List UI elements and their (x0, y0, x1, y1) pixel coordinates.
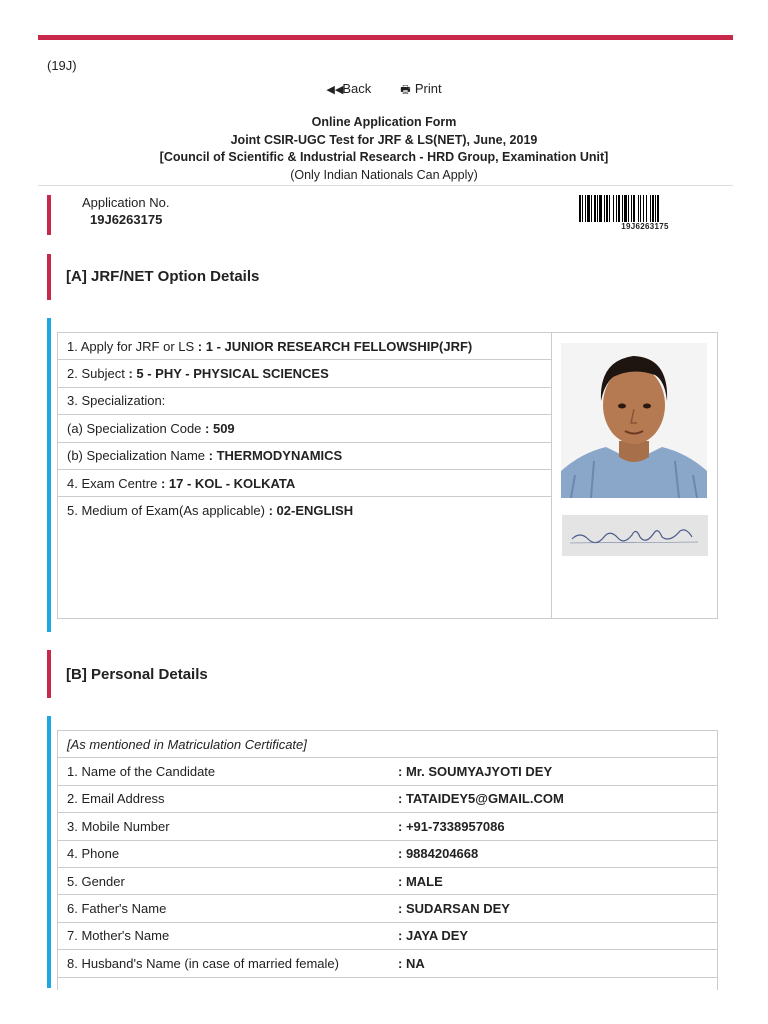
candidate-photo (561, 343, 707, 498)
barcode-text: 19J6263175 (621, 222, 669, 231)
personal-value: : +91-7338957086 (398, 818, 505, 834)
personal-label: 7. Mother's Name (67, 928, 170, 944)
matriculation-note: [As mentioned in Matriculation Certificate] (58, 731, 717, 758)
option-row (58, 333, 551, 360)
personal-row (58, 868, 717, 895)
personal-label: 6. Father's Name (67, 901, 167, 917)
back-icon: ◀◀ (326, 84, 344, 96)
personal-label: 3. Mobile Number (67, 818, 170, 834)
option-row (58, 443, 551, 470)
back-button[interactable] (326, 81, 371, 96)
option-value: : 5 - PHY - PHYSICAL SCIENCES (128, 366, 329, 382)
top-accent-bar (38, 35, 733, 40)
form-header (0, 114, 768, 184)
option-label: 2. Subject (67, 366, 129, 382)
personal-details-table (57, 730, 718, 990)
option-row (58, 360, 551, 387)
application-number: 19J6263175 (90, 212, 163, 227)
section-b-blue-accent (47, 716, 51, 988)
section-b-title: [B] Personal Details (66, 666, 208, 683)
personal-value: : 9884204668 (398, 846, 479, 862)
back-label: Back (342, 81, 372, 96)
option-label: 4. Exam Centre (67, 475, 161, 491)
application-number-label: Application No. (82, 195, 170, 210)
option-row (58, 497, 551, 524)
personal-label: 2. Email Address (67, 791, 165, 807)
personal-row (58, 895, 717, 922)
option-value: : 02-ENGLISH (268, 503, 354, 519)
print-button[interactable] (399, 81, 442, 100)
option-row (58, 388, 551, 415)
nav-bar (0, 81, 768, 100)
section-a-blue-accent (47, 318, 51, 632)
personal-row (58, 841, 717, 868)
section-a-accent (47, 254, 51, 300)
personal-row (58, 923, 717, 950)
personal-label: 4. Phone (67, 846, 120, 862)
personal-label: 1. Name of the Candidate (67, 764, 216, 780)
personal-row (58, 950, 717, 977)
print-label: Print (414, 81, 442, 96)
personal-label: 8. Husband's Name (in case of married female) (67, 955, 339, 971)
header-exam: Joint CSIR-UGC Test for JRF & LS(NET), June, 2019 (230, 132, 538, 147)
option-row (58, 470, 551, 497)
header-note: (Only Indian Nationals Can Apply) (290, 167, 478, 182)
header-title: Online Application Form (311, 115, 457, 129)
personal-value: : MALE (398, 873, 443, 889)
personal-row (58, 786, 717, 813)
option-row (58, 415, 551, 442)
photo-column-divider (551, 333, 552, 618)
option-label: 3. Specialization: (67, 393, 166, 409)
header-council: [Council of Scientific & Industrial Research - HRD Group, Examination Unit] (159, 150, 609, 164)
section-a-title: [A] JRF/NET Option Details (66, 268, 260, 285)
personal-value: : NA (398, 955, 425, 971)
print-icon: 🖶 (400, 84, 411, 96)
option-label: (a) Specialization Code (67, 420, 206, 436)
personal-label: 5. Gender (67, 873, 125, 889)
personal-row (58, 758, 717, 785)
option-label: (b) Specialization Name (67, 448, 209, 464)
candidate-signature (562, 515, 708, 556)
form-code: (19J) (47, 58, 77, 73)
barcode (579, 195, 711, 222)
personal-value: : JAYA DEY (398, 928, 469, 944)
personal-value: : SUDARSAN DEY (398, 901, 510, 917)
appno-accent (47, 195, 51, 235)
personal-value: : TATAIDEY5@GMAIL.COM (398, 791, 564, 807)
option-value: : 1 - JUNIOR RESEARCH FELLOWSHIP(JRF) (197, 338, 473, 354)
jrf-options-table (57, 332, 718, 619)
personal-row (58, 813, 717, 840)
option-value: : 17 - KOL - KOLKATA (160, 475, 296, 491)
divider (38, 185, 733, 186)
option-value: : 509 (205, 420, 235, 436)
section-b-accent (47, 650, 51, 698)
option-label: 5. Medium of Exam(As applicable) (67, 503, 269, 519)
personal-value: : Mr. SOUMYAJYOTI DEY (398, 764, 553, 780)
option-label: 1. Apply for JRF or LS (67, 338, 198, 354)
option-value: : THERMODYNAMICS (208, 448, 343, 464)
